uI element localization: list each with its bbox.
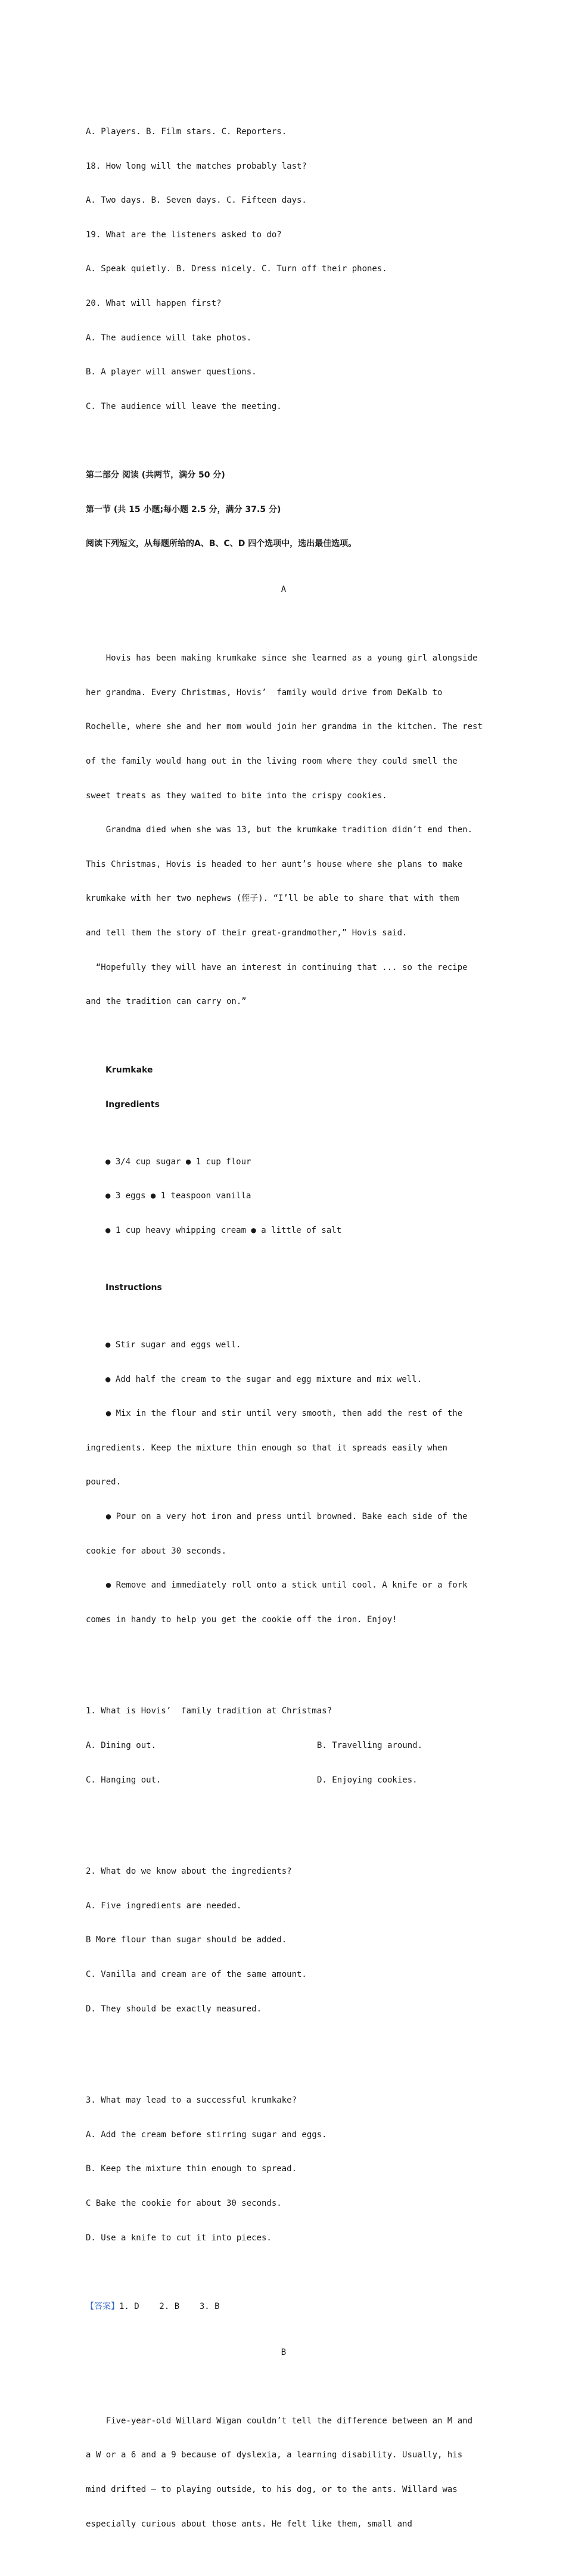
option-row <box>86 1740 481 1752</box>
text-line: B. A player will answer questions. <box>86 367 257 377</box>
text-line: of the family would hang out in the living room where they could smell the <box>86 756 458 766</box>
text-line: Five-year-old Willard Wigan couldn’t tell the difference between an M and <box>86 2416 473 2426</box>
list-item: comes in handy to help you get the cookie off the iron. Enjoy! <box>86 1614 397 1625</box>
text-line: a W or a 6 and a 9 because of dyslexia, a learning disability. Usually, his <box>86 2450 463 2460</box>
text-line: A. Two days. B. Seven days. C. Fifteen days. <box>86 196 307 206</box>
text-line: 18. How long will the matches probably last? <box>86 161 307 171</box>
list-item: ● 3 eggs ● 1 teaspoon vanilla <box>105 1191 251 1201</box>
text-line: especially curious about those ants. He felt like them, small and <box>86 2519 412 2529</box>
question-stem: 2. What do we know about the ingredients? <box>86 1867 292 1877</box>
text-line: 20. What will happen first? <box>86 298 222 308</box>
instructions-heading: Instructions <box>105 1283 162 1293</box>
list-item: ● Add half the cream to the sugar and egg mixture and mix well. <box>105 1374 422 1384</box>
list-item: ● 1 cup heavy whipping cream ● a little of salt <box>105 1226 342 1236</box>
option: B. Travelling around. <box>317 1741 423 1751</box>
option: C. Hanging out. <box>86 1775 161 1785</box>
list-item: ● 3/4 cup sugar ● 1 cup flour <box>105 1157 251 1167</box>
option: A. Five ingredients are needed. <box>86 1901 242 1911</box>
option: A. Dining out. <box>86 1741 157 1751</box>
text-line: C. The audience will leave the meeting. <box>86 401 282 411</box>
question-stem: 1. What is Hovis’ family tradition at Christmas? <box>86 1706 332 1716</box>
text-line: This Christmas, Hovis is headed to her aunt’s house where she plans to make <box>86 859 463 869</box>
text-line: and the tradition can carry on.” <box>86 997 247 1007</box>
recipe-title: Krumkake <box>105 1065 153 1075</box>
text-line: and tell them the story of their great-grandmother,” Hovis said. <box>86 928 408 938</box>
passage-label: B <box>281 2347 287 2357</box>
text-line: krumkake with her two nephews (侄子). “I’ll be able to share that with them <box>86 894 459 904</box>
section-heading: 第一节 (共 15 小题;每小题 2.5 分，满分 37.5 分) <box>86 504 281 514</box>
question-stem: 3. What may lead to a successful krumkake? <box>86 2095 297 2106</box>
option-row <box>86 1775 481 1786</box>
option: D. They should be exactly measured. <box>86 2004 262 2014</box>
section-instruction: 阅读下列短文，从每题所给的A、B、C、D 四个选项中，选出最佳选项。 <box>86 539 357 549</box>
list-item: ingredients. Keep the mixture thin enough so that it spreads easily when <box>86 1443 447 1453</box>
listening-questions <box>86 104 481 436</box>
ingredients-list <box>86 1133 481 1259</box>
passage-b-body <box>86 2392 481 2553</box>
part-heading: 第二部分 阅读 (共两节，满分 50 分) <box>86 470 225 480</box>
list-item: ● Mix in the flour and stir until very smooth, then add the rest of the <box>86 1409 463 1419</box>
question-2 <box>86 1843 481 2038</box>
answer-tag: 【答案】 <box>86 2301 119 2311</box>
list-item: ● Stir sugar and eggs well. <box>105 1340 241 1350</box>
text-line: “Hopefully they will have an interest in continuing that ... so the recipe <box>86 962 468 972</box>
list-item: ● Remove and immediately roll onto a stick until cool. A knife or a fork <box>86 1580 468 1591</box>
text-line: A. Speak quietly. B. Dress nicely. C. Turn off their phones. <box>86 264 387 274</box>
option: C Bake the cookie for about 30 seconds. <box>86 2199 282 2208</box>
option: D. Enjoying cookies. <box>317 1775 418 1785</box>
question-1 <box>86 1683 481 1809</box>
text-line: 19. What are the listeners asked to do? <box>86 230 282 240</box>
question-3 <box>86 2072 481 2267</box>
text-line: A. The audience will take photos. <box>86 333 252 343</box>
answer-text: 1. D 2. B 3. B <box>119 2301 220 2311</box>
passage-label: A <box>281 584 287 594</box>
passage-a-body <box>86 630 481 1031</box>
ingredients-heading: Ingredients <box>105 1099 160 1109</box>
option: C. Vanilla and cream are of the same amount. <box>86 1970 307 1980</box>
text-line: her grandma. Every Christmas, Hovis’ family would drive from DeKalb to <box>86 687 443 698</box>
option: B. Keep the mixture thin enough to spread. <box>86 2164 297 2174</box>
text-line: Hovis has been making krumkake since she learned as a young girl alongside <box>86 653 478 664</box>
option: A. Add the cream before stirring sugar and eggs. <box>86 2129 327 2140</box>
list-item: ● Pour on a very hot iron and press until browned. Bake each side of the <box>86 1512 468 1522</box>
text-line: mind drifted — to playing outside, to his dog, or to the ants. Willard was <box>86 2484 458 2494</box>
text-line: Grandma died when she was 13, but the krumkake tradition didn’t end then. <box>86 825 473 835</box>
text-line: Rochelle, where she and her mom would join her grandma in the kitchen. The rest <box>86 722 483 732</box>
text-line: A. Players. B. Film stars. C. Reporters. <box>86 127 287 137</box>
text-line: sweet treats as they waited to bite into the crispy cookies. <box>86 791 387 801</box>
option: B More flour than sugar should be added. <box>86 1935 287 1945</box>
list-item: poured. <box>86 1477 122 1487</box>
document-page <box>86 69 481 2576</box>
list-item: cookie for about 30 seconds. <box>86 1546 227 1556</box>
answer-line <box>86 2301 481 2312</box>
option: D. Use a knife to cut it into pieces. <box>86 2233 272 2243</box>
instructions-list <box>86 1317 481 1649</box>
